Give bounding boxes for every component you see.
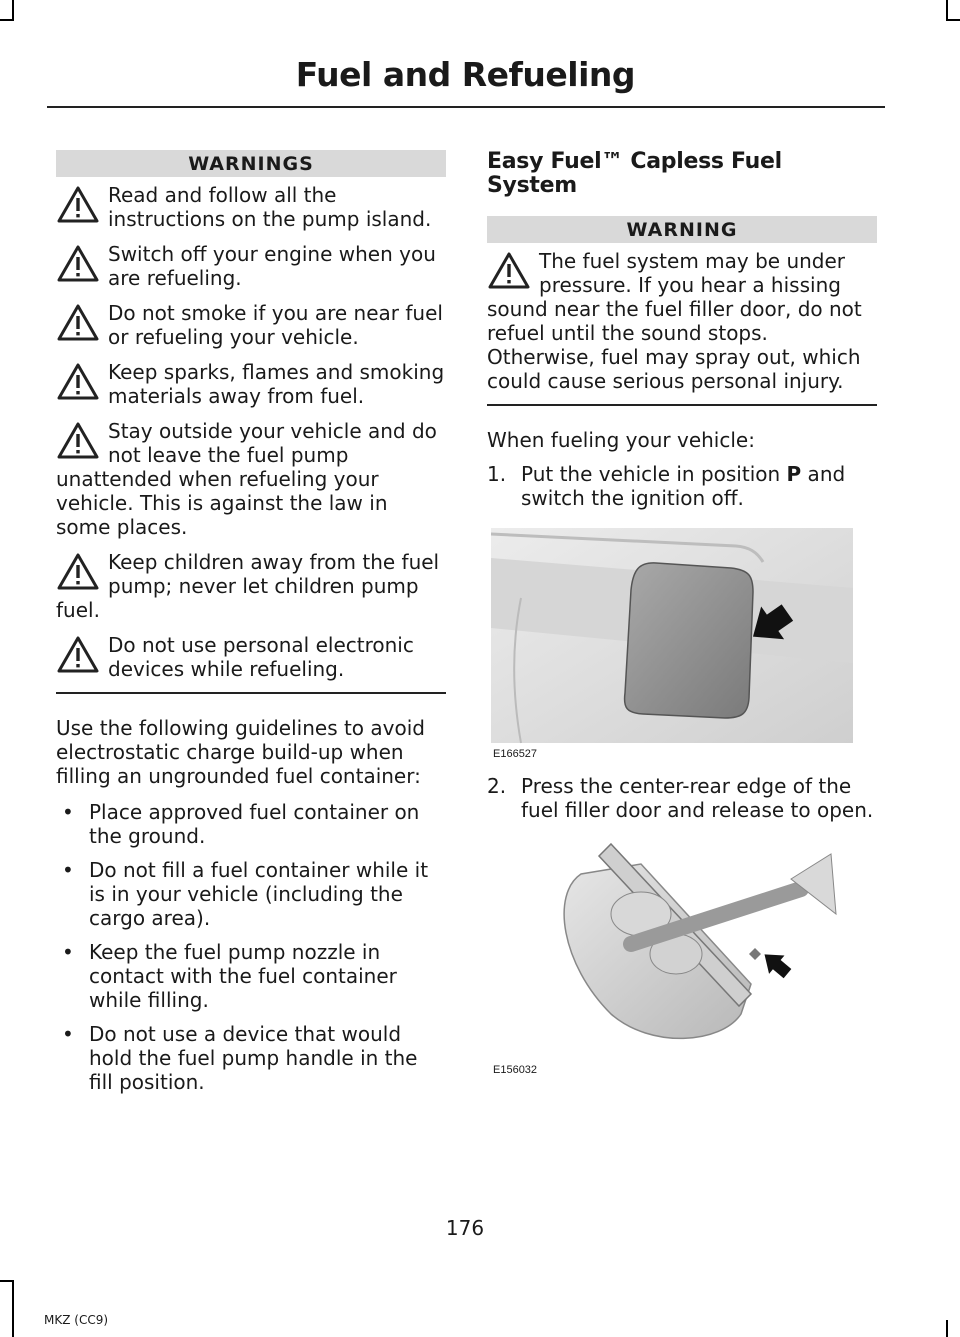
section-title: Easy Fuel™ Capless Fuel System [487,149,782,198]
warning-triangle-icon [487,251,531,291]
step-text-post: and switch the ignition off. [521,462,846,510]
title-rule [47,106,885,108]
footer-model: MKZ (CC9) [44,1313,109,1327]
warning-text: The fuel system may be under pressure. If you hear a hissing sound near the fuel filler door, do not refuel until the sound stops. Otherwise, fuel may spray out, which could cause serious personal injury. [487,249,862,393]
step-number: 1. [487,462,507,486]
warning-item [487,249,877,393]
warning-triangle-icon [56,362,100,402]
list-item: • Do not use a device that would hold the fuel pump handle in the fill position. [56,1022,446,1094]
steps-list-continued [487,774,877,822]
warning-item [56,183,446,231]
crop-mark [12,1280,14,1337]
section-rule [487,404,877,406]
warnings-heading: WARNINGS [56,150,446,177]
warning-item [56,633,446,681]
warning-triangle-icon [56,552,100,592]
warning-triangle-icon [56,244,100,284]
step-text-bold: P [786,462,802,486]
warning-triangle-icon [56,635,100,675]
section-rule [56,692,446,694]
warning-item [56,360,446,408]
step-item [487,774,877,822]
step-number: 2. [487,774,507,798]
crop-mark [0,19,14,21]
figure-label: E156032 [493,1064,538,1076]
step-text-pre: Put the vehicle in position [521,462,787,486]
intro-paragraph: Use the following guidelines to avoid electrostatic charge build-up when filling an ungrounded fuel container: [56,716,425,788]
fuel-door-illustration [491,528,853,758]
steps-list [487,462,877,510]
warning-item [56,301,446,349]
page-number: 176 [445,1216,485,1240]
guideline-list [56,800,446,1094]
warning-heading: WARNING [487,216,877,243]
warning-text: Keep sparks, flames and smoking materials away from fuel. [108,360,445,408]
right-column [487,150,877,1074]
when-fueling-text: When fueling your vehicle: [487,428,755,452]
warning-text: Read and follow all the instructions on the pump island. [108,183,432,231]
figure-capless-filler [491,834,853,1074]
list-item: • Keep the fuel pump nozzle in contact with the fuel container while filling. [56,940,446,1012]
crop-mark [946,0,948,20]
step-item [487,462,877,510]
figure-label: E166527 [493,748,538,760]
warning-text: Stay outside your vehicle and do not leave the fuel pump unattended when refueling your vehicle. This is against the law in some places. [56,419,437,539]
crop-mark [946,1320,948,1337]
page-title: Fuel and Refueling [295,55,635,94]
warning-triangle-icon [56,421,100,461]
warning-triangle-icon [56,185,100,225]
list-item: • Place approved fuel container on the ground. [56,800,446,848]
crop-mark [0,1280,14,1282]
left-column [56,150,446,1104]
crop-mark [12,0,14,20]
crop-mark [946,19,960,21]
warning-text: Keep children away from the fuel pump; never let children pump fuel. [56,550,440,622]
warning-item [56,550,446,622]
warning-text: Switch off your engine when you are refueling. [108,242,436,290]
figure-fuel-door [491,528,853,758]
list-item: • Do not fill a fuel container while it is in your vehicle (including the cargo area). [56,858,446,930]
warning-triangle-icon [56,303,100,343]
warning-text: Do not smoke if you are near fuel or refueling your vehicle. [108,301,443,349]
warning-text: Do not use personal electronic devices while refueling. [108,633,414,681]
warning-item [56,242,446,290]
step-text: Press the center-rear edge of the fuel filler door and release to open. [521,774,874,822]
warning-item [56,419,446,539]
capless-filler-illustration [491,834,853,1074]
